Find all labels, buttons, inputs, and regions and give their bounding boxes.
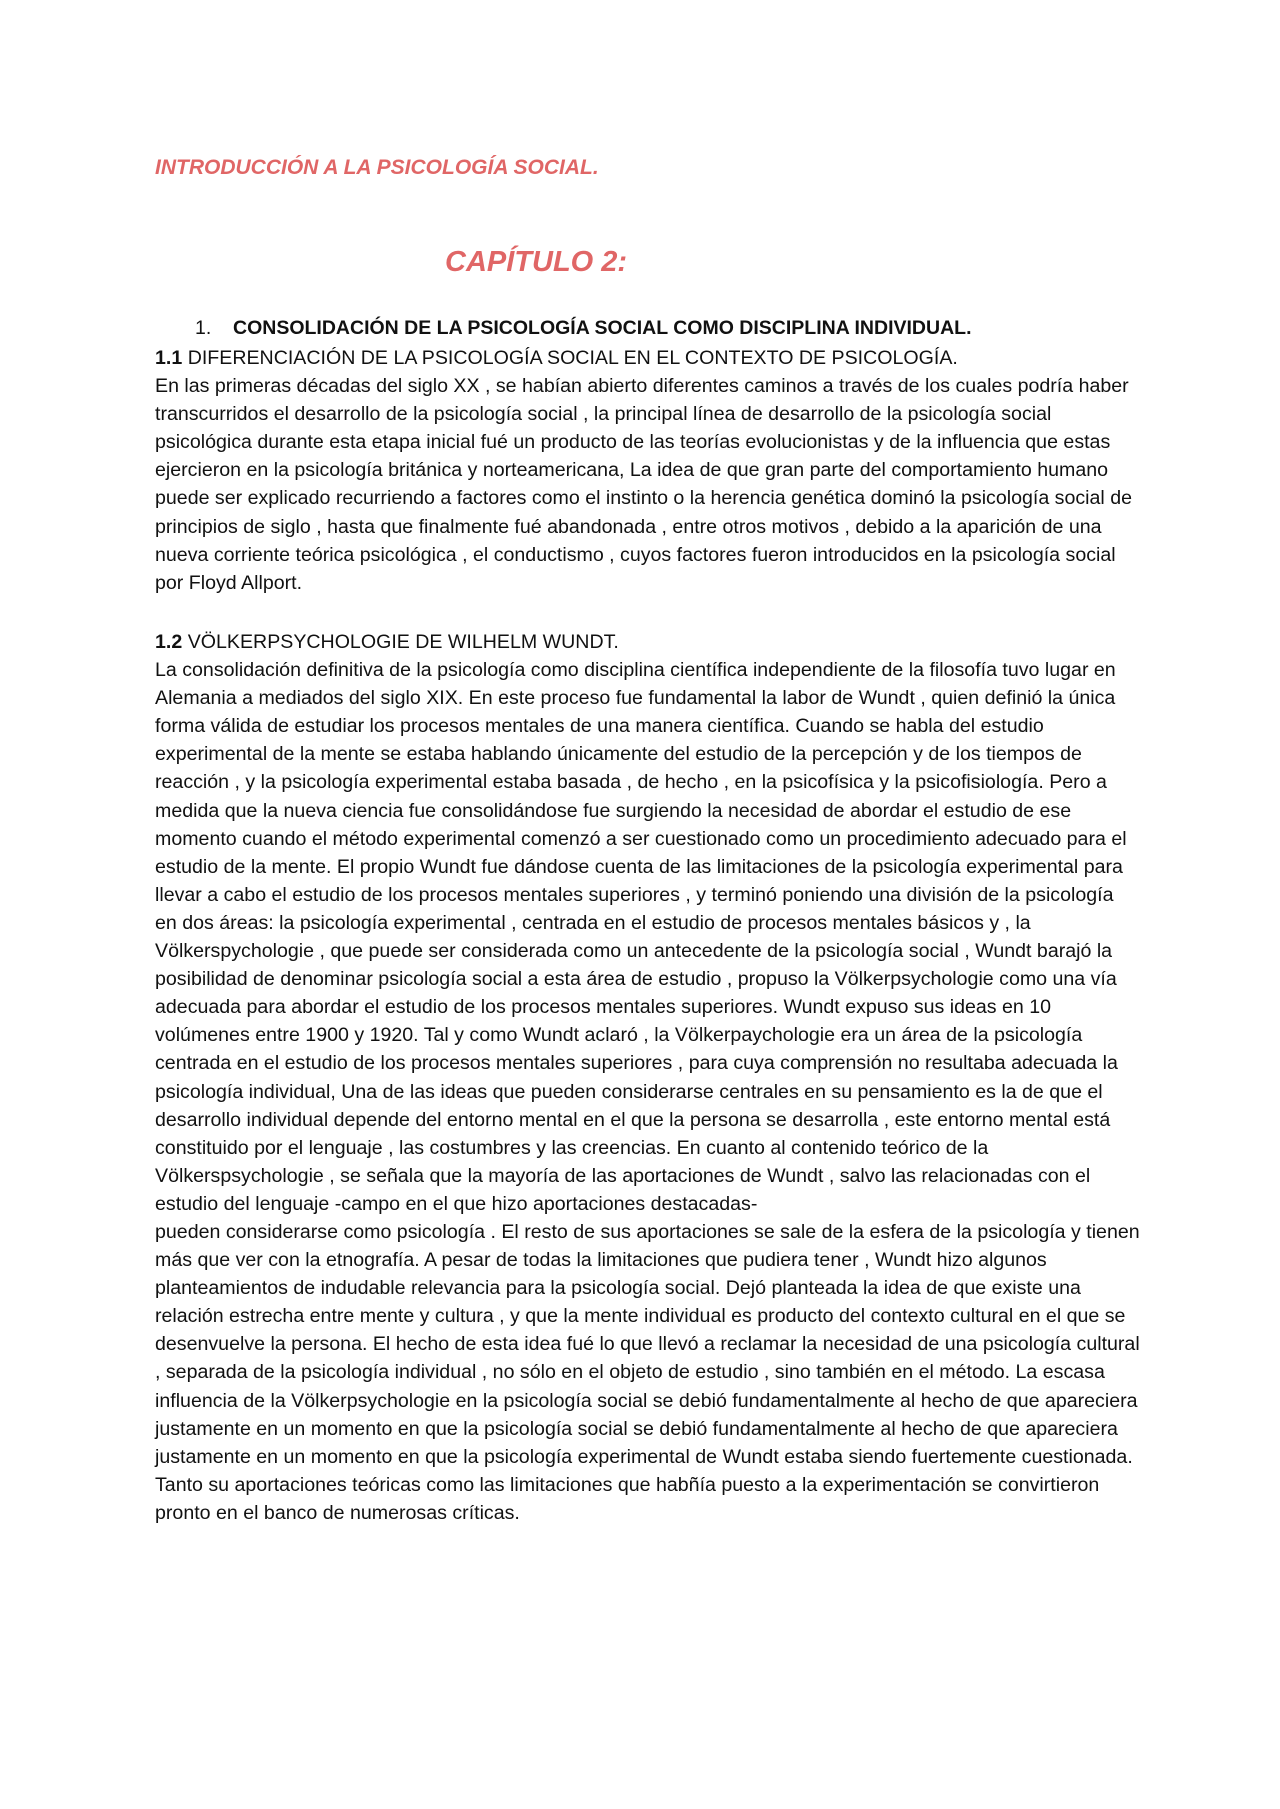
paragraph: pueden considerarse como psicología . El resto de sus aportaciones se sale de la esfera de la psicología y tienen más que ver con la etnografía. A pesar de todas la limitaciones que pudiera tener , Wundt hizo algunos planteamientos de indudable relevancia para la psicología social. Dejó planteada la idea de que existe una relación estrecha entre mente y cultura , y que la mente individual es producto del contexto cultural en el que se desenvuelve la persona. El hecho de esta idea fué lo que llevó a reclamar la necesidad de una psicología cultural , separada de la psicología individual , no sólo en el objeto de estudio , sino también en el método. La escasa influencia de la Völkerpsychologie en la psicología social se debió fundamentalmente al hecho de que apareciera justamente en un momento en que la psicología social se debió fundamentalmente al hecho de que apareciera justamente en un momento en que la psicología experimental de Wundt estaba siendo fuertemente cuestionada. Tanto su aportaciones teóricas como las limitaciones que habñía puesto a la experimentación se convirtieron pronto en el banco de numerosas críticas. [155,1220,1140,1524]
subsection-number: 1.2 [155,631,183,653]
paragraph: La consolidación definitiva de la psicología como disciplina científica independiente de la filosofía tuvo lugar en Alemania a mediados del siglo XIX. En este proceso fue fundamental la labor de Wundt , quien definió la única forma válida de estudiar los procesos mentales de una manera científica. Cuando se habla del estudio experimental de la mente se estaba hablando únicamente del estudio de la percepción y de los tiempos de reacción , y la psicología experimental estaba basada , de hecho , en la psicofísica y la psicofisiología. Pero a medida que la nueva ciencia fue consolidándose fue surgiendo la necesidad de abordar el estudio de ese momento cuando el método experimental comenzó a ser cuestionado como un procedimiento adecuado para el estudio de la mente. El propio Wundt fue dándose cuenta de las limitaciones de la psicología experimental para llevar a cabo el estudio de los procesos mentales superiores , y terminó poniendo una división de la psicología en dos áreas: la psicología experimental , centrada en el estudio de procesos mentales básicos y , la Völkerspychologie , que puede ser considerada como un antecedente de la psicología social , Wundt barajó la posibilidad de denominar psicología social a esta área de estudio , propuso la Völkerpsychologie como una vía adecuada para abordar el estudio de los procesos mentales superiores. Wundt expuso sus ideas en 10 volúmenes entre 1900 y 1920. Tal y como Wundt aclaró , la Völkerpaychologie era un área de la psicología centrada en el estudio de los procesos mentales superiores , para cuya comprensión no resultaba adecuada la psicología individual, Una de las ideas que pueden considerarse centrales en su pensamiento es la de que el desarrollo individual depende del entorno mental en el que la persona se desarrolla , este entorno mental está constituido por el lenguaje , las costumbres y las creencias. En cuanto al contenido teórico de la Völkerspsychologie , se señala que la mayoría de las aportaciones de Wundt , salvo las relacionadas con el estudio del lenguaje -campo en el que hizo aportaciones destacadas- [155,659,1127,1215]
subsection-1-1 [155,344,1140,597]
section-title: CONSOLIDACIÓN DE LA PSICOLOGÍA SOCIAL COMO DISCIPLINA INDIVIDUAL. [233,317,972,339]
section-number: 1. [195,317,212,339]
subsection-1-2 [155,628,1140,1527]
chapter-title: CAPÍTULO 2: [445,246,628,278]
document-title: INTRODUCCIÓN A LA PSICOLOGÍA SOCIAL. [155,156,599,179]
subsection-title: VÖLKERPSYCHOLOGIE DE WILHELM WUNDT. [182,631,619,653]
subsection-number: 1.1 [155,347,183,369]
paragraph: En las primeras décadas del siglo XX , se habían abierto diferentes caminos a través de los cuales podría haber transcurridos el desarrollo de la psicología social , la principal línea de desarrollo de la psicología social psicológica durante esta etapa inicial fué un producto de las teorías evolucionistas y de la influencia que estas ejercieron en la psicología británica y norteamericana, La idea de que gran parte del comportamiento humano puede ser explicado recurriendo a factores como el instinto o la herencia genética dominó la psicología social de principios de siglo , hasta que finalmente fué abandonada , entre otros motivos , debido a la aparición de una nueva corriente teórica psicológica , el conductismo , cuyos factores fueron introducidos en la psicología social por Floyd Allport. [155,375,1132,594]
subsection-heading [155,628,1140,656]
subsection-title: DIFERENCIACIÓN DE LA PSICOLOGÍA SOCIAL EN EL CONTEXTO DE PSICOLOGÍA. [182,347,958,369]
subsection-heading [155,344,1140,372]
section-heading [195,317,972,340]
